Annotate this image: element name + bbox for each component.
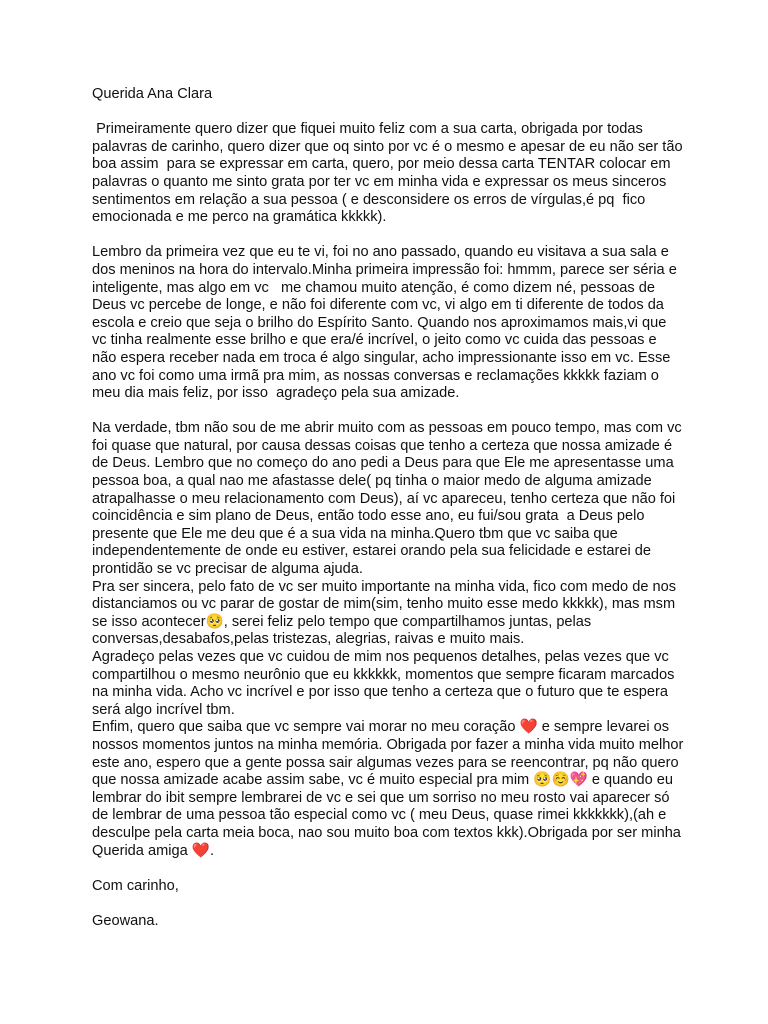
paragraph-spacer	[92, 860, 684, 878]
letter-paragraph-5: Agradeço pelas vezes que vc cuidou de mim nos pequenos detalhes, pelas vezes que vc compartilhou o mesmo neurônio que eu kkkkkk, momentos que sempre ficaram marcados na minha vida. Acho vc incrível e por isso que tenho a certeza que o futuro que te espera será algo incrível tbm.	[92, 649, 679, 718]
letter-paragraph-4: Pra ser sincera, pelo fato de vc ser muito importante na minha vida, fico com medo de nos distanciamos ou vc parar de gostar de mim(sim, tenho muito esse medo kkkkk), mas msm se isso acontecer🥺, serei feliz pelo tempo que compartilhamos juntas, pelas conversas,desabafos,pelas tristezas, alegrias, raivas e muito mais.	[92, 578, 681, 648]
letter-paragraph-2: Lembro da primeira vez que eu te vi, foi no ano passado, quando eu visitava a sua sala e dos meninos na hora do intervalo.Minha primeira impressão foi: hmmm, parece ser séria e inteligente, mas algo em vc me chamou muito atenção, é como dizem né, pessoas de Deus vc percebe de longe, e não foi diferente com vc, vi algo em ti diferente de todos da escola e creio que seja o brilho do Espírito Santo. Quando nos aproximamos mais,vi que vc tinha realmente esse brilho e que era/é incrível, o jeito como vc cuida das pessoas e não espera receber nada em troca é algo singular, acho impressionante isso em vc. Esse ano vc foi como uma irmã pra mim, as nossas conversas e reclamações kkkkk faziam o meu dia mais feliz, por isso agradeço pela sua amizade.	[92, 244, 681, 402]
letter-closing: Com carinho,	[92, 877, 179, 894]
letter-greeting: Querida Ana Clara	[92, 86, 213, 102]
paragraph-spacer	[92, 403, 684, 421]
letter-paragraph-1: Primeiramente quero dizer que fiquei muito feliz com a sua carta, obrigada por todas palavras de carinho, quero dizer que oq sinto por vc é o mesmo e apesar de eu não ser tão boa assim para se expressar em carta, quero, por meio dessa carta TENTAR colocar em palavras o quanto me sinto grata por ter vc em minha vida e expressar os meus sinceros sentimentos em relação a sua pessoa ( e desconsidere os erros de vírgulas,é pq fico emocionada e me perco na gramática kkkkk).	[92, 121, 687, 226]
paragraph-spacer	[92, 104, 684, 122]
letter-signature: Geowana.	[92, 912, 159, 929]
letter-paragraph-3: Na verdade, tbm não sou de me abrir muito com as pessoas em pouco tempo, mas com vc foi quase que natural, por causa dessas coisas que tenho a certeza que nossa amizade é de Deus. Lembro que no começo do ano pedi a Deus para que Ele me apresentasse uma pessoa boa, a qual nao me afastasse dele( pq tinha o maior medo de alguma amizade atrapalhasse o meu relacionamento com Deus), aí vc apareceu, tenho certeza que não foi coincidência e sim plano de Deus, então todo esse ano, eu fui/sou grata a Deus pelo presente que Ele me deu que é a sua vida na minha.Quero tbm que vc saiba que independentemente de onde eu estiver, estarei orando pela sua felicidade e estarei de prontidão se vc precisar de alguma ajuda.	[92, 420, 686, 578]
letter-body	[92, 86, 688, 931]
paragraph-spacer	[92, 227, 684, 245]
letter-paragraph-6: Enfim, quero que saiba que vc sempre vai morar no meu coração ❤️ e sempre levarei os nossos momentos juntos na minha memória. Obrigada por fazer a minha vida muito melhor este ano, espero que a gente possa sair algumas vezes para se reencontrar, pq não quero que nossa amizade acabe assim sabe, vc é muito especial pra mim 🥺☺️💖 e quando eu lembrar do ibit sempre lembrarei de vc e sei que um sorriso no meu rosto vai aparecer só de lembrar de uma pessoa tão especial como vc ( meu Deus, quase rimei kkkkkkk),(ah e desculpe pela carta meia boca, nao sou muito boa com textos kkk).Obrigada por ser minha Querida amiga ❤️.	[92, 719, 688, 859]
paragraph-spacer	[92, 895, 684, 913]
